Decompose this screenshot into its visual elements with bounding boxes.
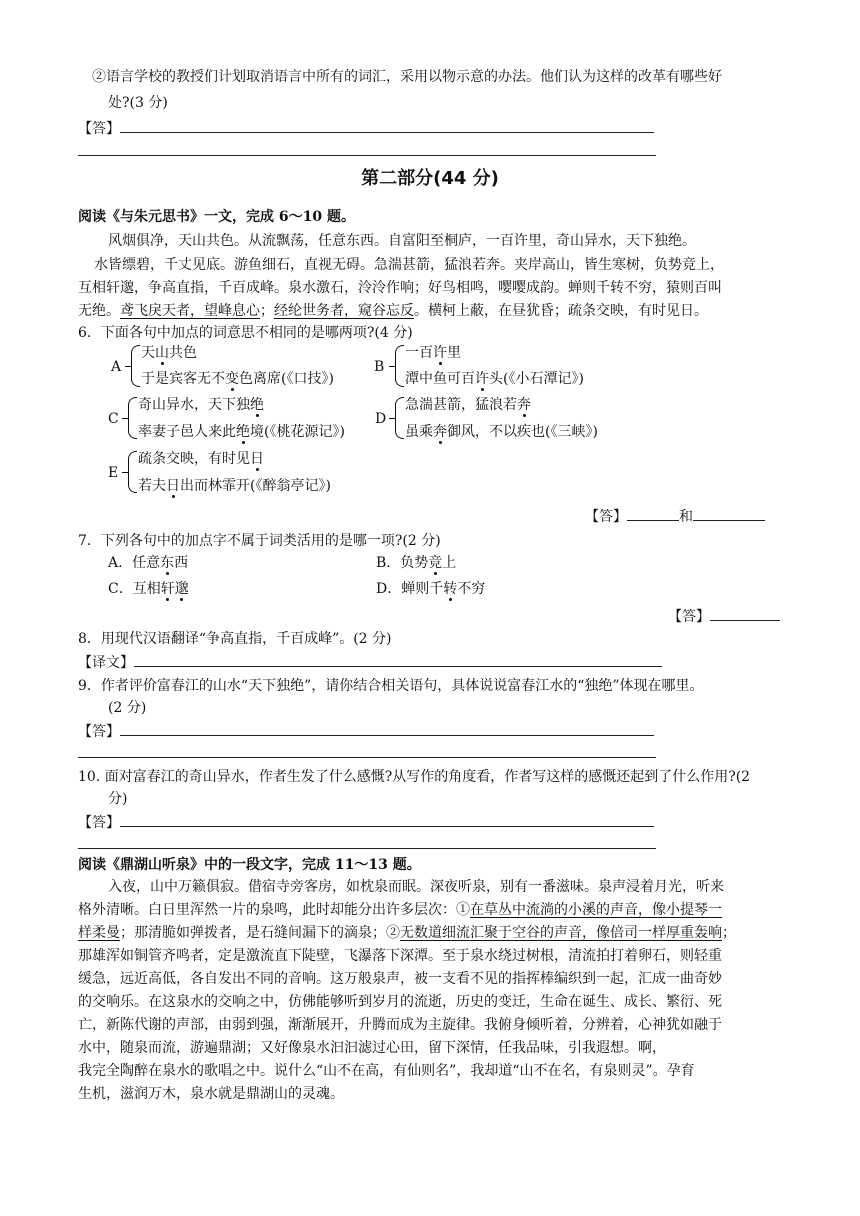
reading1-p2-line1: 水皆缥碧，千丈见底。游鱼细石，直视无碍。急湍甚箭，猛浪若奔。夹岸高山，皆生寒树，负势竞上， <box>94 257 724 273</box>
q6-option-A-line1: 天山共色 <box>141 345 197 361</box>
answer-label: 【答】 <box>78 121 120 137</box>
q6-option-A-line2: 于是宾客无不变色离席(《口技》) <box>141 371 334 387</box>
brace-D <box>395 397 404 439</box>
reading1-p2-line2: 互相轩邈，争高直指，千百成峰。泉水激石，泠泠作响；好鸟相鸣，嘤嘤成韵。蝉则千转不穷，猿则百叫 <box>78 280 722 296</box>
q10-answer-blank[interactable] <box>120 812 654 827</box>
question-5-2-line2: 处?(3 分) <box>108 95 168 111</box>
q8-answer-row: 【译文】 <box>78 652 662 674</box>
q6-option-E-line1: 疏条交映，有时见日 <box>138 451 264 467</box>
q6-option-C-label: C <box>108 411 119 427</box>
q7-answer-blank[interactable] <box>710 606 780 621</box>
q6-option-D-line2: 虽乘奔御风，不以疾也(《三峡》) <box>405 424 598 440</box>
reading2-intro: 阅读《鼎湖山听泉》中的一段文字，完成 11～13 题。 <box>78 857 421 873</box>
q6-option-E-label: E <box>108 465 119 481</box>
q7-option-C: C．互相轩邈 <box>108 581 189 597</box>
q7-option-B: B．负势竞上 <box>376 555 457 571</box>
q6-option-C-line1: 奇山异水，天下独绝 <box>138 397 264 413</box>
underlined-sentence-1: 鸢飞戾天者，望峰息心 <box>120 303 260 319</box>
reading1-p1: 风烟俱净，天山共色。从流飘荡，任意东西。自富阳至桐庐，一百许里，奇山异水，天下独绝。 <box>108 233 696 249</box>
reading1-p2-line3: 无绝。鸢飞戾天者，望峰息心；经纶世务者，窥谷忘反。横柯上蔽，在昼犹昏；疏条交映，有时见日。 <box>78 303 708 319</box>
underlined-sentence-4: 无数道细流汇聚于空谷的声音，像倍司一样厚重轰响 <box>400 925 722 941</box>
reading2-line6: 的交响乐。在这泉水的交响之中，仿佛能够听到岁月的流逝，历史的变迁，生命在诞生、成长、繁衍、死 <box>78 994 722 1010</box>
q7-option-D: D．蝉则千转不穷 <box>376 581 486 597</box>
answer-blank[interactable] <box>120 118 654 133</box>
q9-answer-blank[interactable] <box>120 721 654 736</box>
q10-stem-line1: 10. 面对富春江的奇山异水，作者生发了什么感慨?从写作的角度看，作者写这样的感慨还起到了什么作用?(2 <box>78 769 751 785</box>
reading2-line2: 格外清晰。白日里浑然一片的泉鸣，此时却能分出许多层次：①在草丛中流淌的小溪的声音，像小提琴一 <box>78 902 722 918</box>
q7-option-A: A．任意东西 <box>108 555 189 571</box>
reading2-line4: 那雄浑如铜管齐鸣者，定是激流直下陡壁，飞瀑落下深潭。至于泉水绕过树根，清流拍打着卵石，则轻重 <box>78 948 722 964</box>
q6-option-E-line2: 若夫日出而林霏开(《醉翁亭记》) <box>138 478 331 494</box>
brace-A <box>131 345 140 387</box>
q10-answer-row: 【答】 <box>78 812 654 834</box>
underlined-sentence-3a: 在草丛中流淌的小溪的声音，像小提琴一 <box>470 902 722 918</box>
reading2-line1: 入夜，山中万籁俱寂。借宿寺旁客房，如枕泉而眠。深夜听泉，别有一番滋味。泉声浸着月光，听来 <box>108 879 724 895</box>
answer-row-top <box>78 118 654 140</box>
q7-answer-row: 【答】 <box>668 606 780 628</box>
q8-answer-blank[interactable] <box>134 652 662 667</box>
reading1-intro: 阅读《与朱元思书》一文，完成 6～10 题。 <box>78 209 355 225</box>
q7-stem: 7．下列各句中的加点字不属于词类活用的是哪一项?(2 分) <box>78 533 441 549</box>
q10-answer-blank-extra[interactable] <box>78 848 656 849</box>
q6-answer-blank-2[interactable] <box>693 506 765 521</box>
reading2-line5: 缓急，远近高低，各自发出不同的音响。这万般泉声，被一支看不见的指挥棒编织到一起，汇成一曲奇妙 <box>78 971 722 987</box>
q10-stem-line2: 分) <box>108 791 128 807</box>
answer-blank-extra[interactable] <box>78 155 656 156</box>
q9-answer-blank-extra[interactable] <box>78 757 656 758</box>
q6-option-B-line2: 潭中鱼可百许头(《小石潭记》) <box>405 371 584 387</box>
reading2-line3: 样柔曼；那清脆如弹拨者，是石缝间漏下的滴泉；②无数道细流汇聚于空谷的声音，像倍司一样厚重轰响； <box>78 925 736 941</box>
q9-stem-line2: (2 分) <box>108 700 147 716</box>
q6-answer-blank-1[interactable] <box>627 506 679 521</box>
brace-B <box>395 345 404 387</box>
q6-option-D-label: D <box>375 411 387 427</box>
brace-C <box>128 397 137 439</box>
q9-answer-row: 【答】 <box>78 721 654 743</box>
reading2-line7: 亡，新陈代谢的声部，由弱到强，渐渐展开，升腾而成为主旋律。我俯身倾听着，分辨着，心神犹如融于 <box>78 1017 722 1033</box>
reading2-line8: 水中，随泉而流，游遍鼎湖；又好像泉水汩汩滤过心田，留下深情，任我品味，引我遐想。啊， <box>78 1040 666 1056</box>
q6-option-A-label: A <box>111 359 122 375</box>
q6-option-B-label: B <box>374 359 385 375</box>
brace-E <box>128 451 137 493</box>
underlined-sentence-2: 经纶世务者，窥谷忘反 <box>274 303 414 319</box>
question-5-2-line1: ②语言学校的教授们计划取消语言中所有的词汇，采用以物示意的办法。他们认为这样的改革有哪些好 <box>92 69 722 85</box>
q6-answer-row: 【答】 和 <box>585 506 765 528</box>
q6-option-D-line1: 急湍甚箭，猛浪若奔 <box>405 397 531 413</box>
q9-stem-line1: 9．作者评价富春江的山水“天下独绝”，请你结合相关语句，具体说说富春江水的“独绝”体现在哪里。 <box>78 678 704 694</box>
reading2-line9: 我完全陶醉在泉水的歌唱之中。说什么“山不在高，有仙则名”，我却道“山不在名，有泉则灵”。孕育 <box>78 1063 695 1079</box>
underlined-sentence-3b: 样柔曼 <box>78 925 120 941</box>
q8-stem: 8．用现代汉语翻译“争高直指，千百成峰”。(2 分) <box>78 631 392 647</box>
q6-stem: 6．下面各句中加点的词意思不相同的是哪两项?(4 分) <box>78 325 413 341</box>
q6-option-B-line1: 一百许里 <box>405 345 461 361</box>
q6-option-C-line2: 率妻子邑人来此绝境(《桃花源记》) <box>138 424 345 440</box>
section-title: 第二部分(44 分) <box>361 168 499 189</box>
reading2-line10: 生机，滋润万木，泉水就是鼎湖山的灵魂。 <box>78 1086 344 1102</box>
